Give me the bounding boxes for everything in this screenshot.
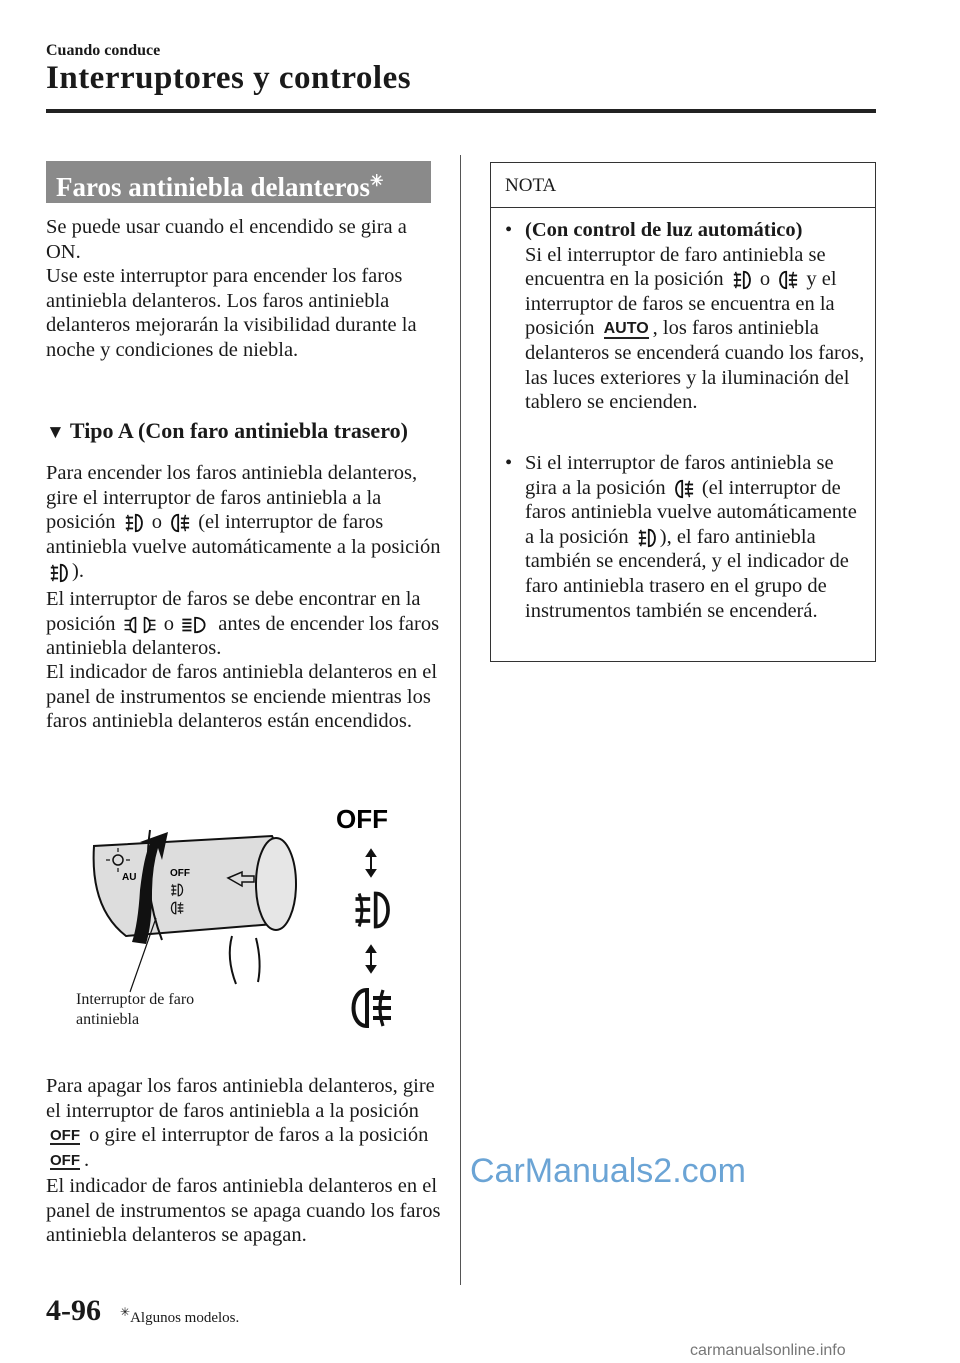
note-item-rear-fog [505,451,865,623]
site-watermark: carmanualsonline.info [690,1342,846,1359]
column-divider [460,155,461,1285]
note-item1-or: o [759,268,771,291]
requirement-a: El interruptor de faros se debe encontrar en la posición [46,588,421,635]
on-instructions-a: Para encender los faros antiniebla delanteros, gire el interruptor de faros antiniebla a la posición [46,462,418,534]
section-label: Cuando conduce [46,42,161,59]
note-item1-b: y el interruptor de faros se encuentra en la posición [525,268,837,340]
intro-paragraph-1: Se puede usar cuando el encendido se gira a ON. [46,216,407,263]
on-instructions-or: o [151,511,162,534]
on-instructions-c: ). [72,560,84,583]
triangle-icon: ▼ [46,422,65,443]
front-fog-icon [732,269,752,291]
note-box [490,162,876,662]
note-item2-c: ), el faro antiniebla también se encenderá, y el indicador de faro antiniebla trasero en el grupo de instrumentos también se encenderá. [525,525,849,622]
rear-fog-icon [674,478,694,500]
rear-fog-icon [778,269,798,291]
requirement-or: o [163,612,174,635]
front-fog-icon [49,562,69,584]
bullet-icon: • [505,452,513,474]
off-symbol: OFF [50,1126,80,1144]
subsection-heading [46,418,408,444]
off-instructions-b: o gire el interruptor de faros a la posición [89,1124,429,1147]
watermark-text: CarManuals2.com [470,1152,746,1190]
front-fog-icon [124,512,144,534]
off-instructions [46,1074,441,1172]
lever-auto-label: AU [122,872,137,883]
front-fog-icon [637,527,657,549]
off-instructions-c: . [84,1148,90,1171]
figure-caption-line-2: antiniebla [76,1011,140,1028]
intro-paragraph-2: Use este interruptor para encender los faros antiniebla delanteros. Los faros antiniebla delanteros mejorarán la visibilidad durante la noche y condiciones de niebla. [46,265,417,361]
note-item1-a: Si el interruptor de faro antiniebla se encuentra en la posición [525,243,826,291]
page-title: Interruptores y controles [46,60,412,96]
off-position-label: OFF [336,804,388,834]
banner-text: Faros antiniebla delanteros [56,172,371,202]
rear-fog-icon [170,512,190,534]
off-instructions-a: Para apagar los faros antiniebla delanteros, gire el interruptor de faros antiniebla a la posición [46,1075,435,1122]
headlight-icon [182,615,210,635]
note-item-auto-light [505,218,865,415]
note-item-lead: (Con control de luz automático) [525,219,803,241]
headlight-requirement [46,587,441,661]
figure-caption [76,990,194,1030]
off-symbol: OFF [50,1151,80,1169]
fog-switch-figure [66,798,426,1046]
indicator-on-paragraph: El indicador de faros antiniebla delanteros en el panel de instrumentos se enciende mientras los faros antiniebla delanteros están encendidos. [46,661,438,733]
parking-lamps-icon [124,615,156,635]
lever-off-label: OFF [170,868,190,879]
note-heading: NOTA [491,163,875,208]
figure-caption-line-1: Interruptor de faro [76,991,195,1008]
note-item1-c: , los faros antiniebla delanteros se encenderá cuando los faros, las luces exteriores y la iluminación del tablero se encienden. [525,317,865,414]
bullet-icon: • [505,219,513,241]
footnote-text: Algunos modelos. [130,1310,240,1326]
indicator-off-paragraph: El indicador de faros antiniebla delanteros en el panel de instrumentos se apaga cuando los faros antiniebla delanteros se apagan. [46,1175,441,1247]
auto-symbol: AUTO [603,319,649,337]
requirement-b: antes de encender los faros antiniebla delanteros. [46,612,440,660]
subsection-heading-text: Tipo A (Con faro antiniebla trasero) [69,418,408,443]
on-instructions [46,461,441,584]
on-instructions-b: (el interruptor de faros antiniebla vuelve automáticamente a la posición [46,511,441,558]
title-rule [46,109,876,113]
note-item2-a: Si el interruptor de faros antiniebla se gira a la posición [525,452,834,499]
page-number: 4-96 [46,1294,101,1327]
star-mark: ✳ [370,173,384,190]
star-mark: ✳ [120,1305,131,1319]
footnote [120,1305,239,1327]
note-item2-b: (el interruptor de faros antiniebla vuelve automáticamente a la posición [525,476,857,548]
section-banner [46,161,431,203]
